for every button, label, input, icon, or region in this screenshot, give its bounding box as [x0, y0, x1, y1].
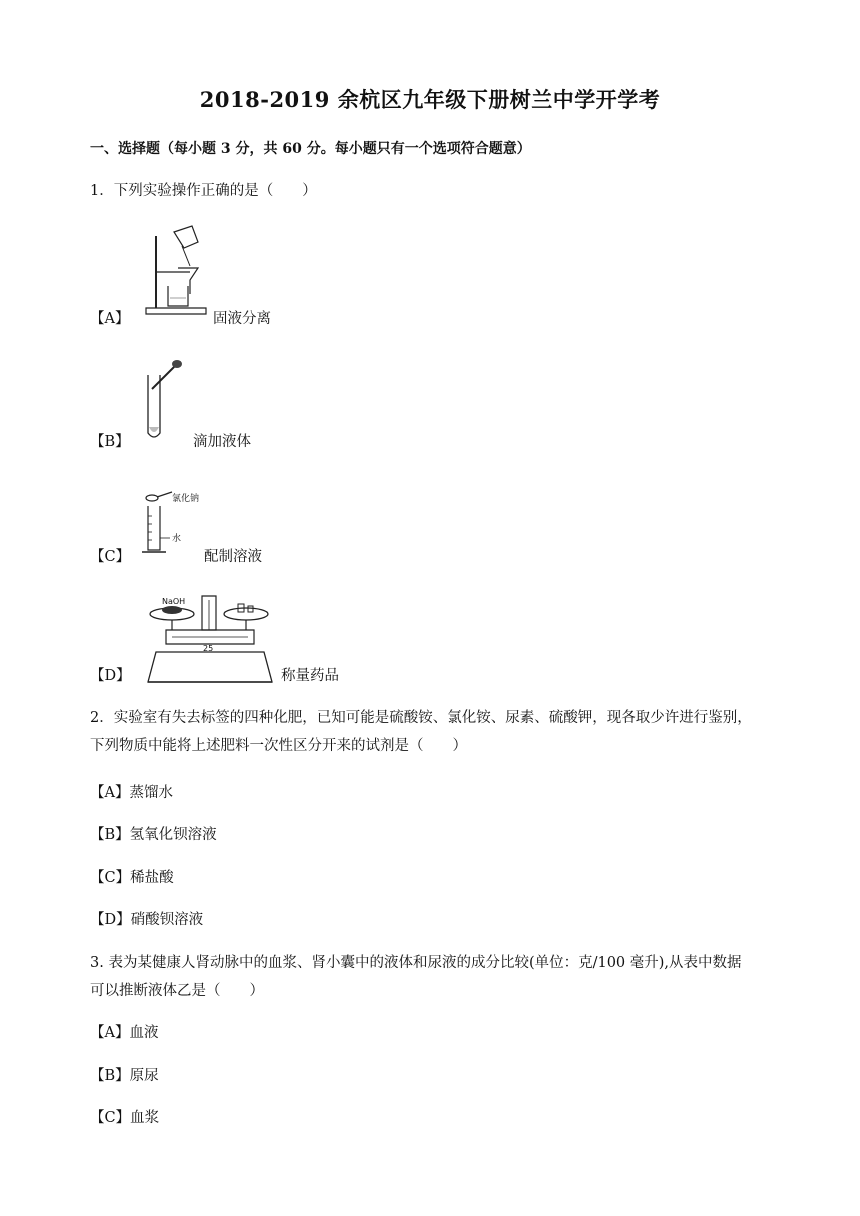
q2-option-d-text: 硝酸钡溶液 — [130, 912, 204, 928]
question-2-stem-line1: 2．实验室有失去标签的四种化肥，已知可能是硫酸铵、氯化铵、尿素、硫酸钾，现各取少许进行鉴别， — [90, 710, 752, 726]
q3-option-c-label: 【C】 — [90, 1110, 131, 1126]
filtration-apparatus-icon — [144, 222, 210, 316]
q3-option-b-text: 原尿 — [129, 1068, 159, 1084]
naoh-figure-label: NaOH — [162, 597, 186, 606]
question-3-stem-line2: 可以推断液体乙是（ ） — [90, 983, 264, 999]
q1-option-b-label: 【B】 — [90, 434, 130, 450]
q3-option-a-text: 血液 — [129, 1025, 159, 1041]
q2-option-a-label: 【A】 — [90, 785, 130, 801]
measuring-cylinder-icon — [130, 486, 174, 558]
q2-option-d-label: 【D】 — [90, 912, 131, 928]
q2-option-b-text: 氢氧化钡溶液 — [129, 827, 217, 843]
q3-option-b-label: 【B】 — [90, 1068, 130, 1084]
q2-option-d — [90, 908, 203, 929]
section-heading: 一、选择题（每小题 3 分，共 60 分。每小题只有一个选项符合题意） — [90, 141, 531, 157]
q1-option-c-caption: 配制溶液 — [204, 549, 262, 565]
page-title: 2018-2019 余杭区九年级下册树兰中学开学考 — [199, 87, 661, 112]
question-3-stem-line1: 3. 表为某健康人肾动脉中的血浆、肾小囊中的液体和尿液的成分比较(单位：克/100 毫升),从表中数据 — [90, 955, 742, 971]
q3-option-b — [90, 1064, 159, 1085]
q1-option-a-caption: 固液分离 — [213, 311, 271, 327]
question-1-stem: 1．下列实验操作正确的是（ ） — [90, 183, 317, 199]
dropper-in-test-tube-icon — [140, 355, 186, 443]
q2-option-c-text: 稀盐酸 — [130, 870, 174, 886]
question-2-stem-line2: 下列物质中能将上述肥料一次性区分开来的试剂是（ ） — [90, 738, 467, 754]
q2-option-a-text: 蒸馏水 — [129, 785, 173, 801]
q3-option-c-text: 血浆 — [130, 1110, 160, 1126]
q3-option-a-label: 【A】 — [90, 1025, 130, 1041]
q1-option-c-label: 【C】 — [90, 549, 131, 565]
q1-option-b-caption: 滴加液体 — [193, 434, 251, 450]
q1-option-a-label: 【A】 — [90, 311, 130, 327]
scale-25-figure-label: 25 — [203, 644, 214, 653]
water-figure-label: 水 — [172, 534, 182, 544]
q2-option-c-label: 【C】 — [90, 870, 131, 886]
q2-option-b — [90, 823, 217, 844]
sodium-chloride-figure-label: 氯化钠 — [172, 494, 200, 504]
q2-option-c — [90, 866, 174, 887]
q2-option-a — [90, 781, 173, 802]
q1-option-d-caption: 称量药品 — [281, 668, 339, 684]
q3-option-c — [90, 1106, 159, 1127]
q2-option-b-label: 【B】 — [90, 827, 130, 843]
q1-option-d-label: 【D】 — [90, 668, 131, 684]
q3-option-a — [90, 1021, 158, 1042]
